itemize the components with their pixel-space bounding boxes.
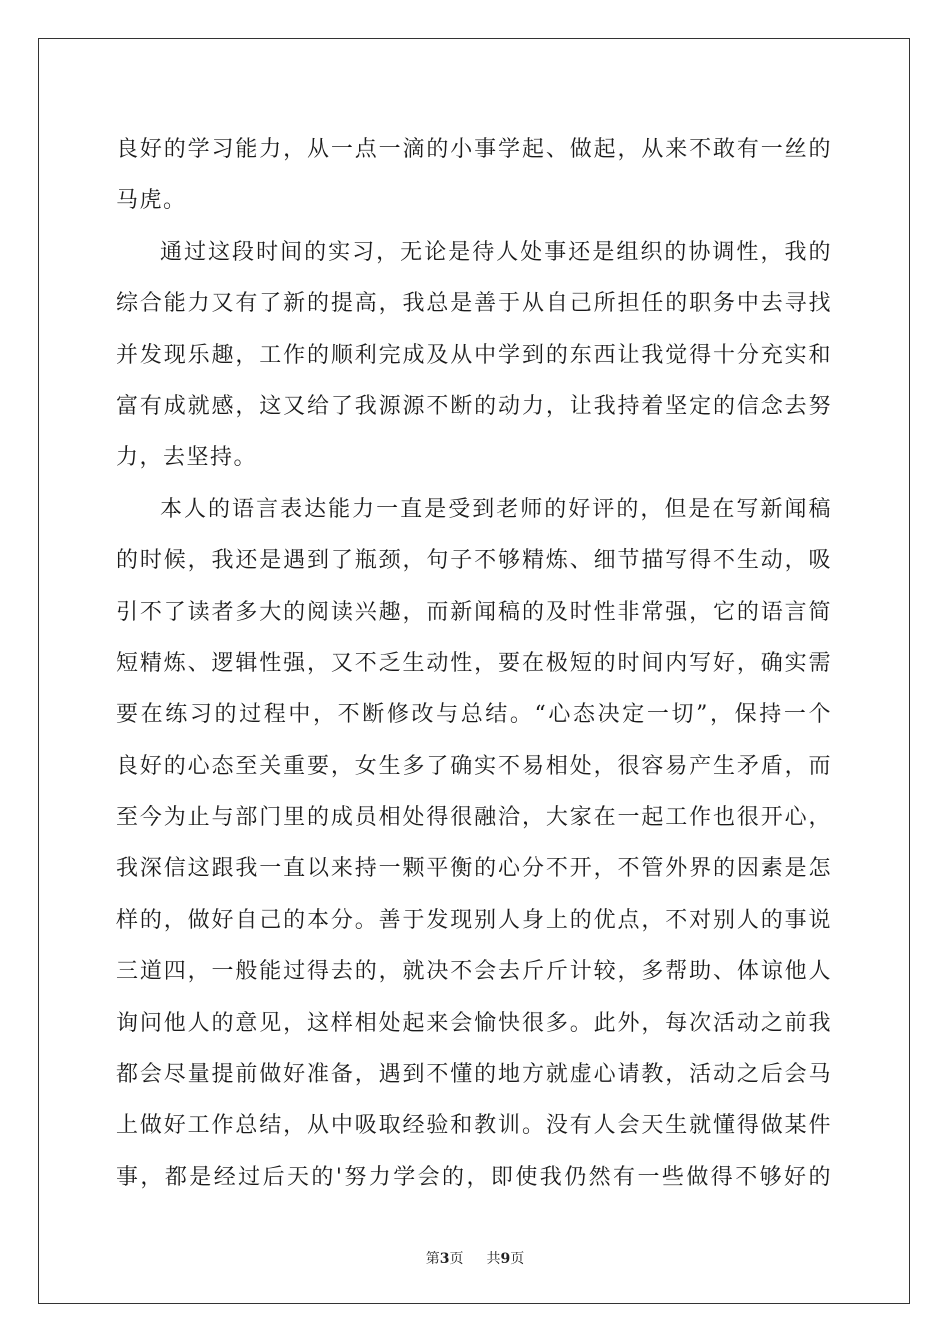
text-line: 我深信这跟我一直以来持一颗平衡的心分不开，不管外界的因素是怎 — [116, 856, 832, 882]
text-line: 富有成就感，这又给了我源源不断的动力，让我持着坚定的信念去努 — [116, 393, 832, 419]
page-number: 3 — [439, 1251, 450, 1267]
text-line: 本人的语言表达能力一直是受到老师的好评的，但是在写新闻稿 — [160, 496, 832, 522]
total-pages-indicator — [486, 1248, 524, 1268]
page-footer — [0, 1248, 950, 1268]
total-prefix: 共 — [486, 1251, 501, 1267]
text-line: 样的，做好自己的本分。善于发现别人身上的优点，不对别人的事说 — [116, 907, 832, 933]
page-suffix: 页 — [449, 1251, 464, 1267]
text-line: 上做好工作总结，从中吸取经验和教训。没有人会天生就懂得做某件 — [116, 1113, 832, 1139]
total-pages: 9 — [500, 1251, 511, 1267]
text-line: 并发现乐趣，工作的顺利完成及从中学到的东西让我觉得十分充实和 — [116, 342, 832, 368]
text-line: 事，都是经过后天的'努力学会的，即使我仍然有一些做得不够好的 — [116, 1164, 832, 1190]
text-line: 短精炼、逻辑性强，又不乏生动性，要在极短的时间内写好，确实需 — [116, 650, 832, 676]
text-line: 引不了读者多大的阅读兴趣，而新闻稿的及时性非常强，它的语言简 — [116, 599, 832, 625]
text-line: 至今为止与部门里的成员相处得很融洽，大家在一起工作也很开心， — [116, 805, 832, 831]
text-line: 良好的心态至关重要，女生多了确实不易相处，很容易产生矛盾，而 — [116, 753, 832, 779]
text-line: 询问他人的意见，这样相处起来会愉快很多。此外，每次活动之前我 — [116, 1010, 832, 1036]
text-line: 都会尽量提前做好准备，遇到不懂的地方就虚心请教，活动之后会马 — [116, 1062, 832, 1088]
text-line: 良好的学习能力，从一点一滴的小事学起、做起，从来不敢有一丝的 — [116, 137, 832, 162]
page-prefix: 第 — [425, 1251, 440, 1267]
text-line: 的时候，我还是遇到了瓶颈，句子不够精炼、细节描写得不生动，吸 — [116, 548, 832, 574]
text-line: 三道四，一般能过得去的，就决不会去斤斤计较，多帮助、体谅他人 — [116, 959, 832, 985]
text-line: 力，去坚持。 — [116, 445, 258, 471]
text-line: 马虎。 — [116, 188, 187, 214]
text-line: 综合能力又有了新的提高，我总是善于从自己所担任的职务中去寻找 — [116, 291, 832, 317]
total-suffix: 页 — [510, 1251, 525, 1267]
text-line: 通过这段时间的实习，无论是待人处事还是组织的协调性，我的 — [160, 239, 832, 265]
document-body — [116, 124, 832, 1203]
text-line: 要在练习的过程中，不断修改与总结。“心态决定一切”，保持一个 — [116, 702, 832, 728]
page-indicator — [426, 1248, 464, 1268]
